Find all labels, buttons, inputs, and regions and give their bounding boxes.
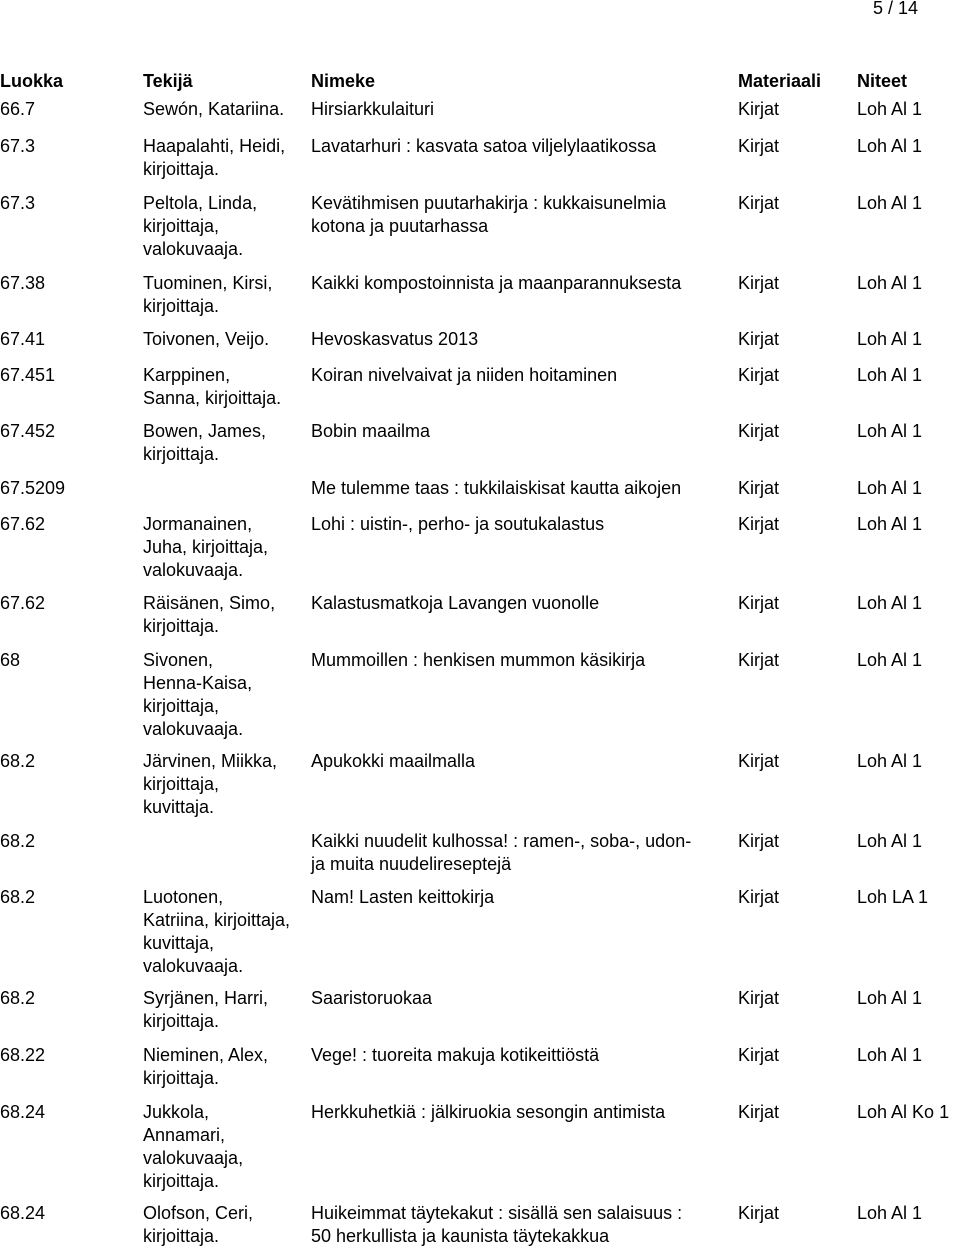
title bbox=[311, 513, 731, 536]
notes: Loh Al 1 bbox=[857, 421, 923, 441]
author-line: kirjoittaja. bbox=[143, 1171, 220, 1191]
class-code: 67.5209 bbox=[0, 478, 66, 498]
author-line: kirjoittaja. bbox=[143, 616, 220, 636]
title bbox=[311, 750, 731, 773]
author-line: Järvinen, Miikka, bbox=[143, 751, 278, 771]
class-code: 68.2 bbox=[0, 751, 36, 771]
author-line: Jukkola, bbox=[143, 1102, 210, 1122]
author bbox=[143, 98, 311, 121]
title-line: Vege! : tuoreita makuja kotikeittiöstä bbox=[311, 1045, 600, 1065]
title bbox=[311, 477, 731, 500]
header-author: Tekijä bbox=[143, 71, 193, 91]
title-line: Kaikki nuudelit kulhossa! : ramen-, soba-, udon- bbox=[311, 831, 692, 851]
author-line: valokuvaaja. bbox=[143, 719, 244, 739]
material: Kirjat bbox=[738, 751, 780, 771]
title-line: Nam! Lasten keittokirja bbox=[311, 887, 495, 907]
author bbox=[143, 886, 311, 978]
notes: Loh Al 1 bbox=[857, 478, 923, 498]
material: Kirjat bbox=[738, 193, 780, 213]
class-code: 67.41 bbox=[0, 329, 46, 349]
author-line: kirjoittaja. bbox=[143, 1068, 220, 1088]
class-code: 67.3 bbox=[0, 193, 36, 213]
title-line: ja muita nuudelireseptejä bbox=[311, 854, 512, 874]
author-line: kirjoittaja, bbox=[143, 696, 220, 716]
notes: Loh Al 1 bbox=[857, 514, 923, 534]
notes: Loh Al 1 bbox=[857, 593, 923, 613]
title bbox=[311, 1202, 731, 1248]
author-line: Räisänen, Simo, bbox=[143, 593, 276, 613]
material: Kirjat bbox=[738, 988, 780, 1008]
header-material: Materiaali bbox=[738, 71, 822, 91]
class-code: 68.2 bbox=[0, 831, 36, 851]
title-line: Mummoillen : henkisen mummon käsikirja bbox=[311, 650, 646, 670]
author-line: kirjoittaja, bbox=[143, 774, 220, 794]
material: Kirjat bbox=[738, 650, 780, 670]
author-line: Katriina, kirjoittaja, bbox=[143, 910, 291, 930]
author-line: Juha, kirjoittaja, bbox=[143, 537, 269, 557]
author bbox=[143, 1044, 311, 1090]
author-line: Sivonen, bbox=[143, 650, 214, 670]
author-line: kirjoittaja. bbox=[143, 1011, 220, 1031]
class-code: 68.2 bbox=[0, 887, 36, 907]
author-line: valokuvaaja. bbox=[143, 239, 244, 259]
author bbox=[143, 364, 311, 410]
author-line: Toivonen, Veijo. bbox=[143, 329, 270, 349]
title-line: Bobin maailma bbox=[311, 421, 431, 441]
class-code: 68.22 bbox=[0, 1045, 46, 1065]
material: Kirjat bbox=[738, 1203, 780, 1223]
author-line: valokuvaaja, bbox=[143, 1148, 244, 1168]
author bbox=[143, 420, 311, 466]
title-line: Hevoskasvatus 2013 bbox=[311, 329, 479, 349]
author bbox=[143, 649, 311, 741]
class-code: 67.452 bbox=[0, 421, 56, 441]
notes: Loh Al 1 bbox=[857, 365, 923, 385]
author bbox=[143, 1202, 311, 1248]
title bbox=[311, 1044, 731, 1067]
author-line: kuvittaja. bbox=[143, 797, 215, 817]
material: Kirjat bbox=[738, 514, 780, 534]
title bbox=[311, 886, 731, 909]
author bbox=[143, 987, 311, 1033]
notes: Loh LA 1 bbox=[857, 887, 929, 907]
notes: Loh Al 1 bbox=[857, 273, 923, 293]
author-line: Peltola, Linda, bbox=[143, 193, 258, 213]
author bbox=[143, 513, 311, 582]
class-code: 66.7 bbox=[0, 99, 36, 119]
header-class: Luokka bbox=[0, 71, 64, 91]
title bbox=[311, 98, 731, 121]
material: Kirjat bbox=[738, 99, 780, 119]
author bbox=[143, 592, 311, 638]
material: Kirjat bbox=[738, 136, 780, 156]
header-notes: Niteet bbox=[857, 71, 908, 91]
title bbox=[311, 272, 731, 295]
title bbox=[311, 830, 731, 876]
author-line: Haapalahti, Heidi, bbox=[143, 136, 286, 156]
title-line: Me tulemme taas : tukkilaiskisat kautta aikojen bbox=[311, 478, 682, 498]
title bbox=[311, 592, 731, 615]
title bbox=[311, 135, 731, 158]
notes: Loh Al Ko 1 bbox=[857, 1102, 950, 1122]
author-line: Sewón, Katariina. bbox=[143, 99, 285, 119]
author-line: Nieminen, Alex, bbox=[143, 1045, 269, 1065]
class-code: 68 bbox=[0, 650, 21, 670]
header-title: Nimeke bbox=[311, 71, 376, 91]
author bbox=[143, 192, 311, 261]
author-line: kuvittaja, bbox=[143, 933, 215, 953]
notes: Loh Al 1 bbox=[857, 329, 923, 349]
notes: Loh Al 1 bbox=[857, 193, 923, 213]
author-line: valokuvaaja. bbox=[143, 560, 244, 580]
title bbox=[311, 364, 731, 387]
class-code: 67.38 bbox=[0, 273, 46, 293]
class-code: 67.451 bbox=[0, 365, 56, 385]
title bbox=[311, 649, 731, 672]
author-line: Olofson, Ceri, bbox=[143, 1203, 254, 1223]
title-line: Kalastusmatkoja Lavangen vuonolle bbox=[311, 593, 600, 613]
author bbox=[143, 272, 311, 318]
title-line: Kevätihmisen puutarhakirja : kukkaisunelmia bbox=[311, 193, 667, 213]
notes: Loh Al 1 bbox=[857, 650, 923, 670]
author-line: kirjoittaja. bbox=[143, 1226, 220, 1246]
author bbox=[143, 1101, 311, 1193]
author-line: kirjoittaja, bbox=[143, 216, 220, 236]
material: Kirjat bbox=[738, 831, 780, 851]
title bbox=[311, 192, 731, 238]
author-line: Syrjänen, Harri, bbox=[143, 988, 269, 1008]
material: Kirjat bbox=[738, 887, 780, 907]
title-line: kotona ja puutarhassa bbox=[311, 216, 489, 236]
author-line: Sanna, kirjoittaja. bbox=[143, 388, 282, 408]
author bbox=[143, 135, 311, 181]
author-line: valokuvaaja. bbox=[143, 956, 244, 976]
author-line: Tuominen, Kirsi, bbox=[143, 273, 273, 293]
author-line: kirjoittaja. bbox=[143, 296, 220, 316]
title bbox=[311, 1101, 731, 1124]
author-line: Karppinen, bbox=[143, 365, 231, 385]
page-number: 5 / 14 bbox=[872, 0, 918, 18]
title bbox=[311, 328, 731, 351]
notes: Loh Al 1 bbox=[857, 1203, 923, 1223]
material: Kirjat bbox=[738, 593, 780, 613]
class-code: 67.62 bbox=[0, 514, 46, 534]
material: Kirjat bbox=[738, 421, 780, 441]
notes: Loh Al 1 bbox=[857, 751, 923, 771]
material: Kirjat bbox=[738, 478, 780, 498]
author-line: Luotonen, bbox=[143, 887, 224, 907]
title-line: Lavatarhuri : kasvata satoa viljelylaatikossa bbox=[311, 136, 657, 156]
title-line: Lohi : uistin-, perho- ja soutukalastus bbox=[311, 514, 605, 534]
title-line: Saaristoruokaa bbox=[311, 988, 433, 1008]
material: Kirjat bbox=[738, 365, 780, 385]
author-line: kirjoittaja. bbox=[143, 444, 220, 464]
title-line: Kaikki kompostoinnista ja maanparannuksesta bbox=[311, 273, 682, 293]
title-line: Herkkuhetkiä : jälkiruokia sesongin antimista bbox=[311, 1102, 666, 1122]
notes: Loh Al 1 bbox=[857, 988, 923, 1008]
notes: Loh Al 1 bbox=[857, 831, 923, 851]
class-code: 67.62 bbox=[0, 593, 46, 613]
material: Kirjat bbox=[738, 1045, 780, 1065]
notes: Loh Al 1 bbox=[857, 99, 923, 119]
class-code: 68.24 bbox=[0, 1102, 46, 1122]
title-line: Huikeimmat täytekakut : sisällä sen salaisuus : bbox=[311, 1203, 683, 1223]
notes: Loh Al 1 bbox=[857, 136, 923, 156]
author bbox=[143, 328, 311, 351]
title bbox=[311, 420, 731, 443]
author-line: Jormanainen, bbox=[143, 514, 253, 534]
author-line: Henna-Kaisa, bbox=[143, 673, 253, 693]
title-line: 50 herkullista ja kaunista täytekakkua bbox=[311, 1226, 610, 1246]
table-header bbox=[0, 71, 960, 95]
title-line: Apukokki maailmalla bbox=[311, 751, 476, 771]
title-line: Koiran nivelvaivat ja niiden hoitaminen bbox=[311, 365, 618, 385]
author bbox=[143, 750, 311, 819]
class-code: 68.24 bbox=[0, 1203, 46, 1223]
material: Kirjat bbox=[738, 1102, 780, 1122]
class-code: 68.2 bbox=[0, 988, 36, 1008]
title-line: Hirsiarkkulaituri bbox=[311, 99, 435, 119]
material: Kirjat bbox=[738, 273, 780, 293]
material: Kirjat bbox=[738, 329, 780, 349]
author-line: Annamari, bbox=[143, 1125, 226, 1145]
class-code: 67.3 bbox=[0, 136, 36, 156]
title bbox=[311, 987, 731, 1010]
author-line: kirjoittaja. bbox=[143, 159, 220, 179]
author-line: Bowen, James, bbox=[143, 421, 267, 441]
notes: Loh Al 1 bbox=[857, 1045, 923, 1065]
